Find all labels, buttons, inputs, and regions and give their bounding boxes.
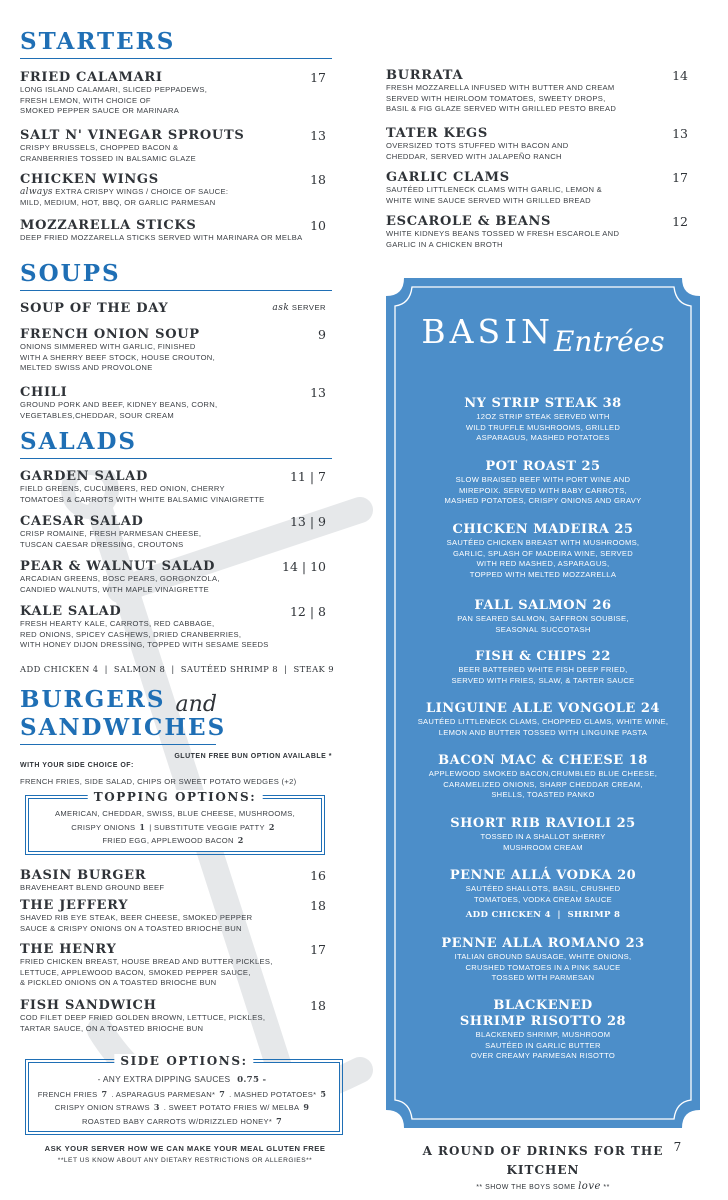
burgers-section bbox=[20, 688, 332, 788]
side-options-box: SIDE OPTIONS: - ANY EXTRA DIPPING SAUCES 0.75 - FRENCH FRIES 7 . ASPARAGUS PARMESAN* 7 . MASHED POTATOES* 5 CRISPY ONION STRAWS 3 . SWEET POTATO FRIES W/ MELBA 9 ROASTED BABY CARROTS W/DRIZZLED HONEY* 7 bbox=[28, 1062, 340, 1132]
entrees-panel bbox=[386, 278, 700, 1128]
burgers-rule bbox=[20, 744, 216, 745]
salads-section bbox=[20, 430, 332, 674]
entree-item: BACON MAC & CHEESE 18 APPLEWOOD SMOKED BACON,CRUMBLED BLUE CHEESE, CARAMELIZED ONIONS, SHARP CHEDDAR CREAM, SHELLS, TOASTED PANKO bbox=[428, 753, 658, 799]
entrees-title-main: BASIN bbox=[421, 312, 554, 351]
gluten-free-footer: ASK YOUR SERVER HOW WE CAN MAKE YOUR MEAL GLUTEN FREE **LET US KNOW ABOUT ANY DIETARY RESTRICTIONS OR ALLERGIES** bbox=[44, 1144, 326, 1164]
soups-section bbox=[20, 262, 332, 423]
menu-item: BASIN BURGER 16 BRAVEHEART BLEND GROUND BEEF bbox=[20, 868, 326, 892]
entree-item: FISH & CHIPS 22 BEER BATTERED WHITE FISH DEEP FRIED, SERVED WITH FRIES, SLAW, & TARTER SAUCE bbox=[451, 649, 635, 685]
entree-item: CHICKEN MADEIRA 25 SAUTÉED CHICKEN BREAST WITH MUSHROOMS, GARLIC, SPLASH OF MADEIRA WINE, SERVED WITH RED MASHED, ASPARAGUS, TOPPED WITH MELTED MOZZARELLA bbox=[446, 522, 640, 579]
entree-item: POT ROAST 25 SLOW BRAISED BEEF WITH PORT WINE AND MIREPOIX. SERVED WITH BABY CARROTS, MASHED POTATOES, CRISPY ONIONS AND GRAVY bbox=[444, 459, 642, 505]
salads-rule bbox=[20, 458, 332, 459]
entree-item: BLACKENED SHRIMP RISOTTO 28 BLACKENED SHRIMP, MUSHROOM SAUTÉED IN GARLIC BUTTER OVER CREAMY PARMESAN RISOTTO bbox=[459, 998, 627, 1060]
entrees-title-script: Entrées bbox=[553, 325, 665, 358]
menu-item: GARDEN SALAD 11 | 7 FIELD GREENS, CUCUMBERS, RED ONION, CHERRY TOMATOES & CARROTS WITH WHITE BALSAMIC VINAIGRETTE bbox=[20, 469, 326, 504]
menu-item: MOZZARELLA STICKS 10 DEEP FRIED MOZZARELLA STICKS SERVED WITH MARINARA OR MELBA bbox=[20, 218, 326, 242]
entree-item: NY STRIP STEAK 38 12OZ STRIP STEAK SERVED WITH WILD TRUFFLE MUSHROOMS, GRILLED ASPARAGUS, MASHED POTATOES bbox=[464, 396, 622, 442]
entree-item: PENNE ALLA ROMANO 23 ITALIAN GROUND SAUSAGE, WHITE ONIONS, CRUSHED TOMATOES IN A PINK SAUCE TOSSED WITH PARMESAN bbox=[441, 936, 645, 982]
starters-title: STARTERS bbox=[20, 28, 176, 55]
menu-item: FRENCH ONION SOUP 9 ONIONS SIMMERED WITH GARLIC, FINISHED WITH A SHERRY BEEF STOCK, HOUSE CROUTON, MELTED SWISS AND PROVOLONE bbox=[20, 327, 326, 372]
topping-options-box: TOPPING OPTIONS: AMERICAN, CHEDDAR, SWISS, BLUE CHEESE, MUSHROOMS, CRISPY ONIONS 1 | SUBSTITUTE VEGGIE PATTY 2 FRIED EGG, APPLEWOOD BACON 2 bbox=[28, 798, 322, 852]
burgers-title-script: and bbox=[175, 692, 217, 717]
kitchen-drinks: A ROUND OF DRINKS FOR THE KITCHEN 7 ** SHOW THE BOYS SOME love ** bbox=[422, 1140, 682, 1192]
menu-item: GARLIC CLAMS 17 SAUTÉED LITTLENECK CLAMS WITH GARLIC, LEMON & WHITE WINE SAUCE SERVED WITH GRILLED BREAD bbox=[386, 170, 688, 205]
side-choice-label: WITH YOUR SIDE CHOICE OF: bbox=[20, 762, 134, 769]
kitchen-drinks-price: 7 bbox=[673, 1140, 682, 1154]
entrees-title bbox=[386, 312, 700, 358]
topping-options-title: TOPPING OPTIONS: bbox=[88, 790, 263, 804]
kitchen-drinks-label: A ROUND OF DRINKS FOR THE KITCHEN bbox=[422, 1144, 664, 1177]
starters-right-list bbox=[386, 68, 694, 254]
menu-item: CHILI 13 GROUND PORK AND BEEF, KIDNEY BEANS, CORN, VEGETABLES,CHEDDAR, SOUR CREAM bbox=[20, 385, 326, 420]
entree-item: SHORT RIB RAVIOLI 25 TOSSED IN A SHALLOT SHERRY MUSHROOM CREAM bbox=[450, 816, 636, 852]
menu-item: CAESAR SALAD 13 | 9 CRISP ROMAINE, FRESH PARMESAN CHEESE, TUSCAN CAESAR DRESSING, CROUTONS bbox=[20, 514, 326, 549]
entree-item: PENNE ALLÁ VODKA 20 SAUTÉED SHALLOTS, BASIL, CRUSHED TOMATOES, VODKA CREAM SAUCE ADD CHICKEN 4 | SHRIMP 8 bbox=[449, 868, 637, 920]
menu-item: THE JEFFERY 18 SHAVED RIB EYE STEAK, BEER CHEESE, SMOKED PEPPER SAUCE & CRISPY ONIONS ON A TOASTED BRIOCHE BUN bbox=[20, 898, 326, 933]
menu-item: PEAR & WALNUT SALAD 14 | 10 ARCADIAN GREENS, BOSC PEARS, GORGONZOLA, CANDIED WALNUTS, WITH MAPLE VINAIGRETTE bbox=[20, 559, 326, 594]
menu-item: KALE SALAD 12 | 8 FRESH HEARTY KALE, CARROTS, RED CABBAGE, RED ONIONS, SPICEY CASHEWS, DRIED CRANBERRIES, WITH HONEY DIJON DRESSING, TOPPED WITH SESAME SEEDS bbox=[20, 604, 326, 649]
side-choice: FRENCH FRIES, SIDE SALAD, CHIPS OR SWEET POTATO WEDGES (+2) bbox=[20, 777, 297, 786]
menu-item: BURRATA 14 FRESH MOZZARELLA INFUSED WITH BUTTER AND CREAM SERVED WITH HEIRLOOM TOMATOES, SWEETY DROPS, BASIL & FIG GLAZE SERVED WITH GRILLED PESTO BREAD bbox=[386, 68, 688, 113]
menu-item: CHICKEN WINGS 18 always EXTRA CRISPY WINGS / CHOICE OF SAUCE: MILD, MEDIUM, HOT, BBQ, OR GARLIC PARMESAN bbox=[20, 172, 326, 207]
menu-item: FISH SANDWICH 18 COD FILET DEEP FRIED GOLDEN BROWN, LETTUCE, PICKLES, TARTAR SAUCE, ON A TOASTED BRIOCHE BUN bbox=[20, 998, 326, 1033]
menu-item: THE HENRY 17 FRIED CHICKEN BREAST, HOUSE BREAD AND BUTTER PICKLES, LETTUCE, APPLEWOOD BACON, SMOKED PEPPER SAUCE, & PICKLED ONIONS ON A TOASTED BRIOCHE BUN bbox=[20, 942, 326, 987]
soups-title: SOUPS bbox=[20, 260, 121, 287]
starters-section bbox=[20, 30, 710, 59]
menu-item: SOUP OF THE DAY ask SERVER bbox=[20, 301, 326, 316]
burger-list bbox=[20, 868, 332, 1038]
entree-item: FALL SALMON 26 PAN SEARED SALMON, SAFFRON SOUBISE, SEASONAL SUCCOTASH bbox=[457, 598, 629, 634]
menu-item: FRIED CALAMARI 17 LONG ISLAND CALAMARI, SLICED PEPPADEWS, FRESH LEMON, WITH CHOICE OF SMOKED PEPPER SAUCE OR MARINARA bbox=[20, 70, 326, 115]
starters-left-list bbox=[20, 70, 332, 248]
menu-item: SALT N' VINEGAR SPROUTS 13 CRISPY BRUSSELS, CHOPPED BACON & CRANBERRIES TOSSED IN BALSAMIC GLAZE bbox=[20, 128, 326, 163]
entree-item: LINGUINE ALLE VONGOLE 24 SAUTÉED LITTLENECK CLAMS, CHOPPED CLAMS, WHITE WINE, LEMON AND BUTTER TOSSED WITH LINGUINE PASTA bbox=[417, 701, 669, 737]
gluten-free-note: GLUTEN FREE BUN OPTION AVAILABLE * bbox=[174, 753, 332, 760]
sandwiches-title: SANDWICHES bbox=[20, 714, 227, 741]
starters-rule bbox=[20, 58, 332, 59]
soups-rule bbox=[20, 290, 332, 291]
entrees-list bbox=[386, 396, 700, 1068]
salads-title: SALADS bbox=[20, 428, 138, 455]
burgers-title: BURGERS bbox=[20, 686, 166, 713]
salad-addons: ADD CHICKEN 4 | SALMON 8 | SAUTÉED SHRIMP 8 | STEAK 9 bbox=[20, 664, 334, 674]
side-options-title: SIDE OPTIONS: bbox=[114, 1054, 253, 1068]
menu-item: TATER KEGS 13 OVERSIZED TOTS STUFFED WITH BACON AND CHEDDAR, SERVED WITH JALAPEÑO RANCH bbox=[386, 126, 688, 161]
menu-item: ESCAROLE & BEANS 12 WHITE KIDNEYS BEANS TOSSED W FRESH ESCAROLE AND GARLIC IN A CHICKEN BROTH bbox=[386, 214, 688, 249]
